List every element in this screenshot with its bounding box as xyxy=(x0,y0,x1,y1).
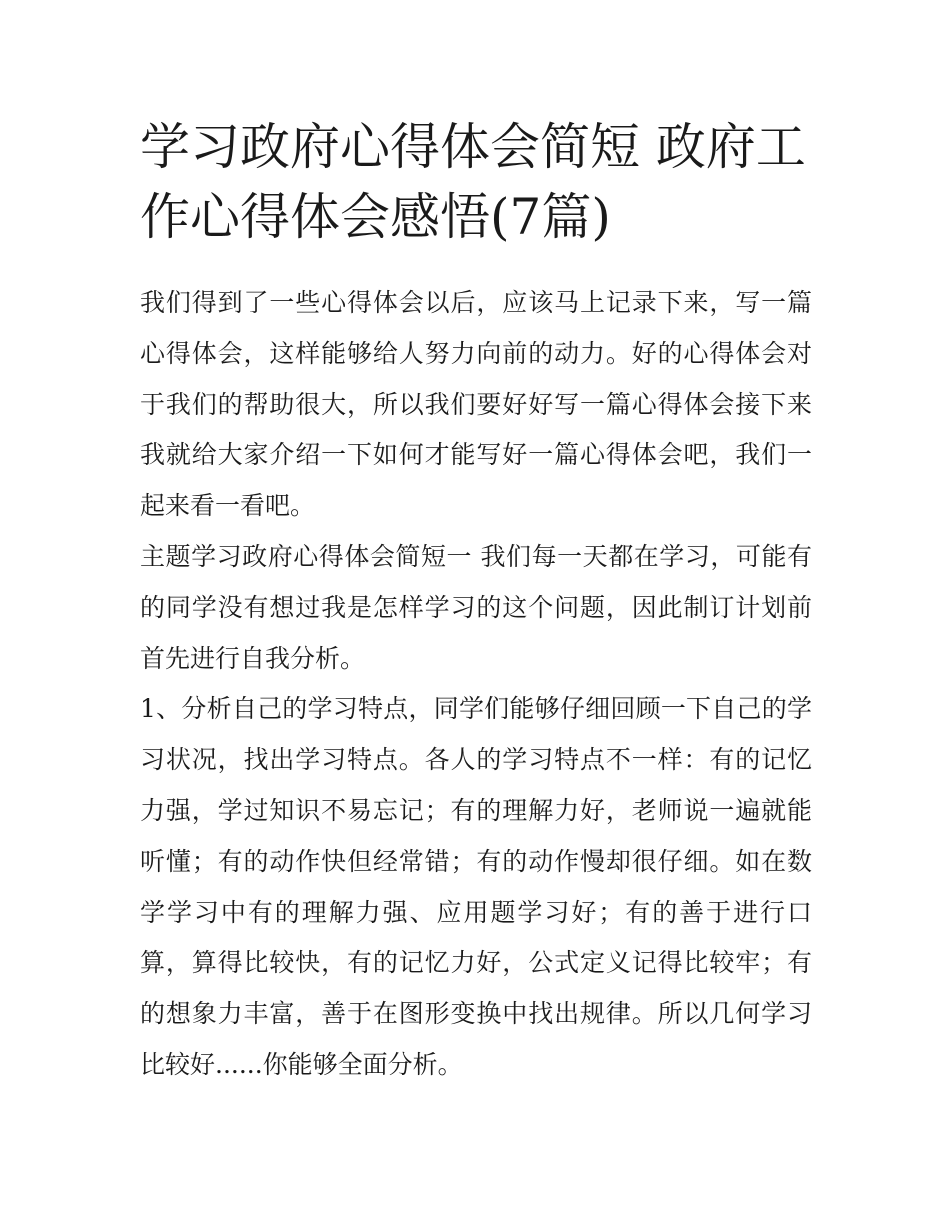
theme-paragraph: 主题学习政府心得体会简短一 我们每一天都在学习，可能有的同学没有想过我是怎样学习的这个问题，因此制订计划前首先进行自我分析。 xyxy=(140,541,812,673)
point-one-paragraph: 1、分析自己的学习特点，同学们能够仔细回顾一下自己的学习状况，找出学习特点。各人的学习特点不一样：有的记忆力强，学过知识不易忘记；有的理解力好，老师说一遍就能听懂；有的动作快但经常错；有的动作慢却很仔细。如在数学学习中有的理解力强、应用题学习好；有的善于进行口算，算得比较快，有的记忆力好，公式定义记得比较牢；有的想象力丰富，善于在图形变换中找出规律。所以几何学习比较好......你能够全面分析。 xyxy=(140,694,812,1079)
document-title: 学习政府心得体会简短 政府工作心得体会感悟(7篇) xyxy=(140,118,806,246)
intro-paragraph: 我们得到了一些心得体会以后，应该马上记录下来，写一篇心得体会，这样能够给人努力向前的动力。好的心得体会对于我们的帮助很大，所以我们要好好写一篇心得体会接下来我就给大家介绍一下如何才能写好一篇心得体会吧，我们一起来看一看吧。 xyxy=(140,288,812,521)
document-page xyxy=(140,112,812,1091)
